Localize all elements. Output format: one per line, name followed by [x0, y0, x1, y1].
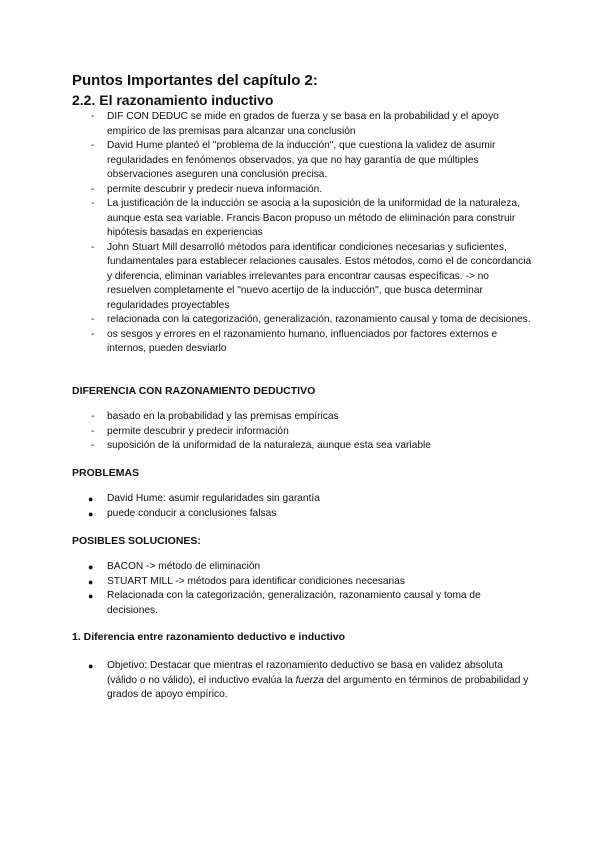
list-item: - permite descubrir y predecir información — [91, 425, 289, 437]
list-item: - suposición de la uniformidad de la naturaleza, aunque esta sea variable — [91, 440, 431, 451]
list-item: - David Hume planteó el "problema de la inducción", que cuestiona la validez de asumir regularidades en fenómenos observados, ya que no hay garantía de que múltiples observaciones aseguren una conclusión precisa. — [91, 140, 496, 180]
list-item: - permite descubrir y predecir nueva información. — [91, 183, 323, 195]
list-item: - La justificación de la inducción se asocia a la suposición de la uniformidad de la naturaleza, aunque esta sea variable. Francis Bacon propuso un método de eliminación para construir hipótesis basadas en experiencias — [91, 198, 520, 238]
list-item: - basado en la probabilidad y las premisas empíricas — [91, 411, 339, 422]
page-title: Puntos Importantes del capítulo 2: — [72, 72, 318, 89]
list-item: - John Stuart Mill desarrolló métodos para identificar condiciones necesarias y suficientes, fundamentales para establecer relaciones causales. Estos métodos, como el de concordancia y diferencia, eliminan variables irrelevantes para encontrar causas específicas. -> no resuelven completamente el "nuevo acertijo de la inducción", que busca determinar regularidades proyectables — [91, 241, 532, 311]
list-item: ● STUART MILL -> métodos para identificar condiciones necesarias — [88, 575, 405, 587]
section-subtitle: 2.2. El razonamiento inductivo — [72, 92, 274, 108]
soluciones-heading: POSIBLES SOLUCIONES: — [72, 535, 201, 547]
problemas-heading: PROBLEMAS — [72, 467, 140, 479]
soluciones-list — [72, 560, 532, 618]
diferencia-heading: DIFERENCIA CON RAZONAMIENTO DEDUCTIVO — [72, 385, 316, 397]
list-item: ● Objetivo: Destacar que mientras el razonamiento deductivo se basa en validez absoluta (válido o no válido), el inductivo evalúa la fuerza del argumento en términos de probabilidad y grados de apoyo empírico. — [88, 660, 529, 700]
list-item: ● puede conducir a conclusiones falsas — [88, 507, 277, 519]
objetivo-list — [72, 659, 532, 703]
diferencia-deductivo-inductivo-heading: 1. Diferencia entre razonamiento deductivo e inductivo — [72, 631, 346, 643]
list-item: ● Relacionada con la categorización, generalización, razonamiento causal y toma de decisiones. — [88, 590, 481, 616]
list-item: - os sesgos y errores en el razonamiento humano, influenciados por factores externos e internos, pueden desviarlo — [91, 328, 498, 354]
list-item: ● BACON -> método de eliminación — [88, 561, 261, 572]
list-item: ● David Hume: asumir regularidades sin garantía — [88, 493, 320, 504]
diferencia-list — [72, 410, 532, 454]
list-item: - relacionada con la categorización, generalización, razonamiento causal y toma de decisiones. — [91, 314, 531, 325]
list-item: - DIF CON DEDUC se mide en grados de fuerza y se basa en la probabilidad y el apoyo empírico de las premisas para alcanzar una conclusión — [91, 111, 499, 137]
problemas-list — [72, 492, 532, 521]
intro-list — [72, 110, 532, 357]
